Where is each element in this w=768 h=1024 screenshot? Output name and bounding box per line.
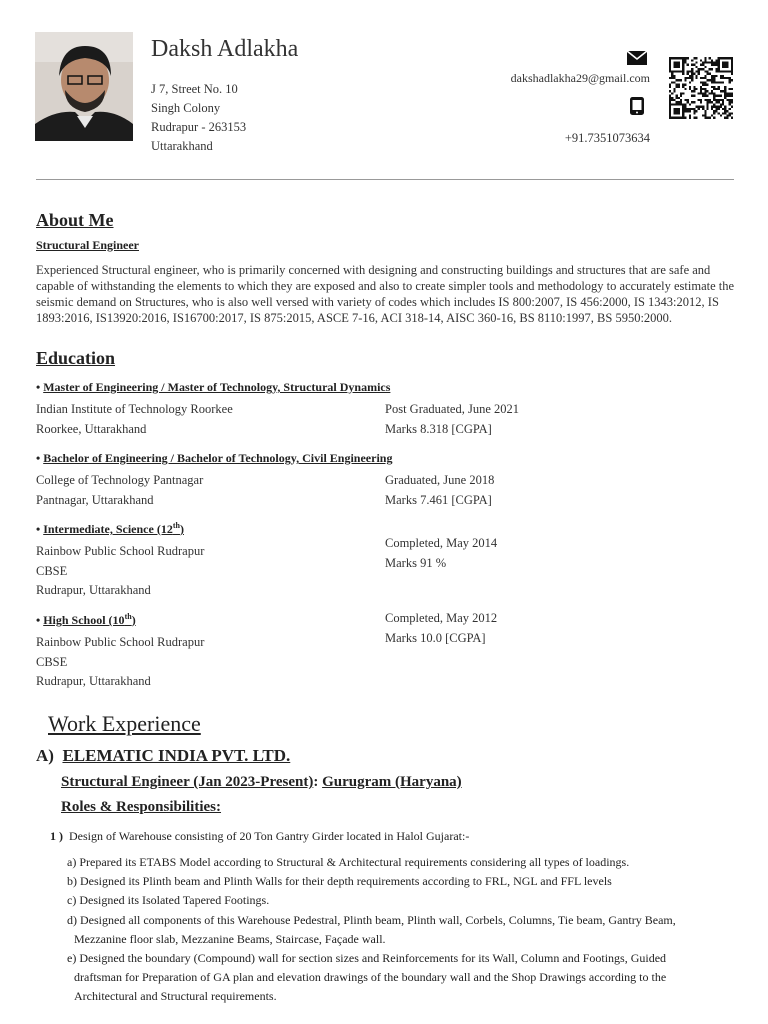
education-heading: Education xyxy=(36,348,116,368)
task-list xyxy=(67,853,747,1007)
graduation-info: Completed, May 2014 Marks 91 % xyxy=(385,536,498,570)
work-experience-heading: Work Experience xyxy=(48,711,201,736)
degree-title: • Master of Engineering / Master of Technology, Structural Dynamics xyxy=(36,380,391,394)
job-role: Structural Engineer (Jan 2023-Present): Gurugram (Haryana) xyxy=(61,774,462,790)
address-line: Uttarakhand xyxy=(151,139,213,153)
envelope-icon xyxy=(626,50,648,66)
roles-heading: Roles & Responsibilities: xyxy=(61,799,222,815)
institution-info: Rainbow Public School Rudrapur CBSE Rudrapur, Uttarakhand xyxy=(36,544,205,597)
about-heading: About Me xyxy=(36,210,114,230)
phone-number: +91.7351073634 xyxy=(564,131,650,145)
list-item: a) Prepared its ETABS Model according to Structural & Architectural requirements considering all types of loadings. xyxy=(67,855,630,869)
header-divider xyxy=(36,179,734,180)
degree-title: • Intermediate, Science (12th) xyxy=(36,521,184,536)
institution-info: Indian Institute of Technology Roorkee Roorkee, Uttarakhand xyxy=(36,402,233,436)
institution-info: Rainbow Public School Rudrapur CBSE Rudrapur, Uttarakhand xyxy=(36,635,205,688)
list-item: b) Designed its Plinth beam and Plinth Walls for their depth requirements according to FRL, NGL and FFL levels xyxy=(67,874,612,889)
list-item: e) Designed the boundary (Compound) wall for section sizes and Reinforcements for its Wall, Column and Footings, Guided draftsman for Preparation of GA plan and elevation drawings of the boundary wall and the Shop Drawings according to the Architectural and Structural requirements. xyxy=(67,951,667,1004)
postal-address xyxy=(151,80,246,156)
candidate-name: Daksh Adlakha xyxy=(151,36,299,62)
list-item: c) Designed its Isolated Tapered Footings. xyxy=(67,893,270,908)
qr-code xyxy=(669,57,733,119)
institution-info: College of Technology Pantnagar Pantnagar, Uttarakhand xyxy=(36,473,204,507)
task-title: 1 ) Design of Warehouse consisting of 20 Ton Gantry Girder located in Halol Gujarat:- xyxy=(50,829,470,843)
about-subtitle: Structural Engineer xyxy=(36,238,139,252)
about-paragraph: Experienced Structural engineer, who is primarily concerned with designing and constructing buildings and structures that are safe and capable of withstanding the elements to which they are exposed and also to create simpler tools and methodology to accurately estimate the seismic demand on Structures, who is also well versed with variety of codes which includes IS 800:2007, IS 456:2000, IS 1343:2012, IS 1893:2016, IS13920:2016, IS16700:2017, IS 875:2015, ASCE 7-16, ACI 318-14, AISC 360-16, BS 8110:1997, BS 5950:2000. xyxy=(36,263,735,325)
address-line: Rudrapur - 263153 xyxy=(151,120,247,134)
list-item: d) Designed all components of this Warehouse Pedestral, Plinth beam, Plinth wall, Corbels, Columns, Tie beam, Gantry Beam, Mezzanine floor slab, Mezzanine Beams, Staircase, Façade wall. xyxy=(67,912,676,946)
address-line: Singh Colony xyxy=(151,101,221,115)
address-line: J 7, Street No. 10 xyxy=(151,82,238,96)
degree-title: • High School (10th) xyxy=(36,612,136,627)
profile-photo xyxy=(35,32,133,141)
email-link[interactable]: dakshadlakha29@gmail.com xyxy=(510,71,650,85)
degree-title: • Bachelor of Engineering / Bachelor of Technology, Civil Engineering xyxy=(36,451,393,465)
mobile-phone-icon xyxy=(629,96,645,116)
graduation-info: Post Graduated, June 2021 Marks 8.318 [CGPA] xyxy=(385,402,520,436)
graduation-info: Completed, May 2012 Marks 10.0 [CGPA] xyxy=(385,611,498,645)
graduation-info: Graduated, June 2018 Marks 7.461 [CGPA] xyxy=(385,473,495,507)
company-name: A) ELEMATIC INDIA PVT. LTD. xyxy=(36,746,291,765)
